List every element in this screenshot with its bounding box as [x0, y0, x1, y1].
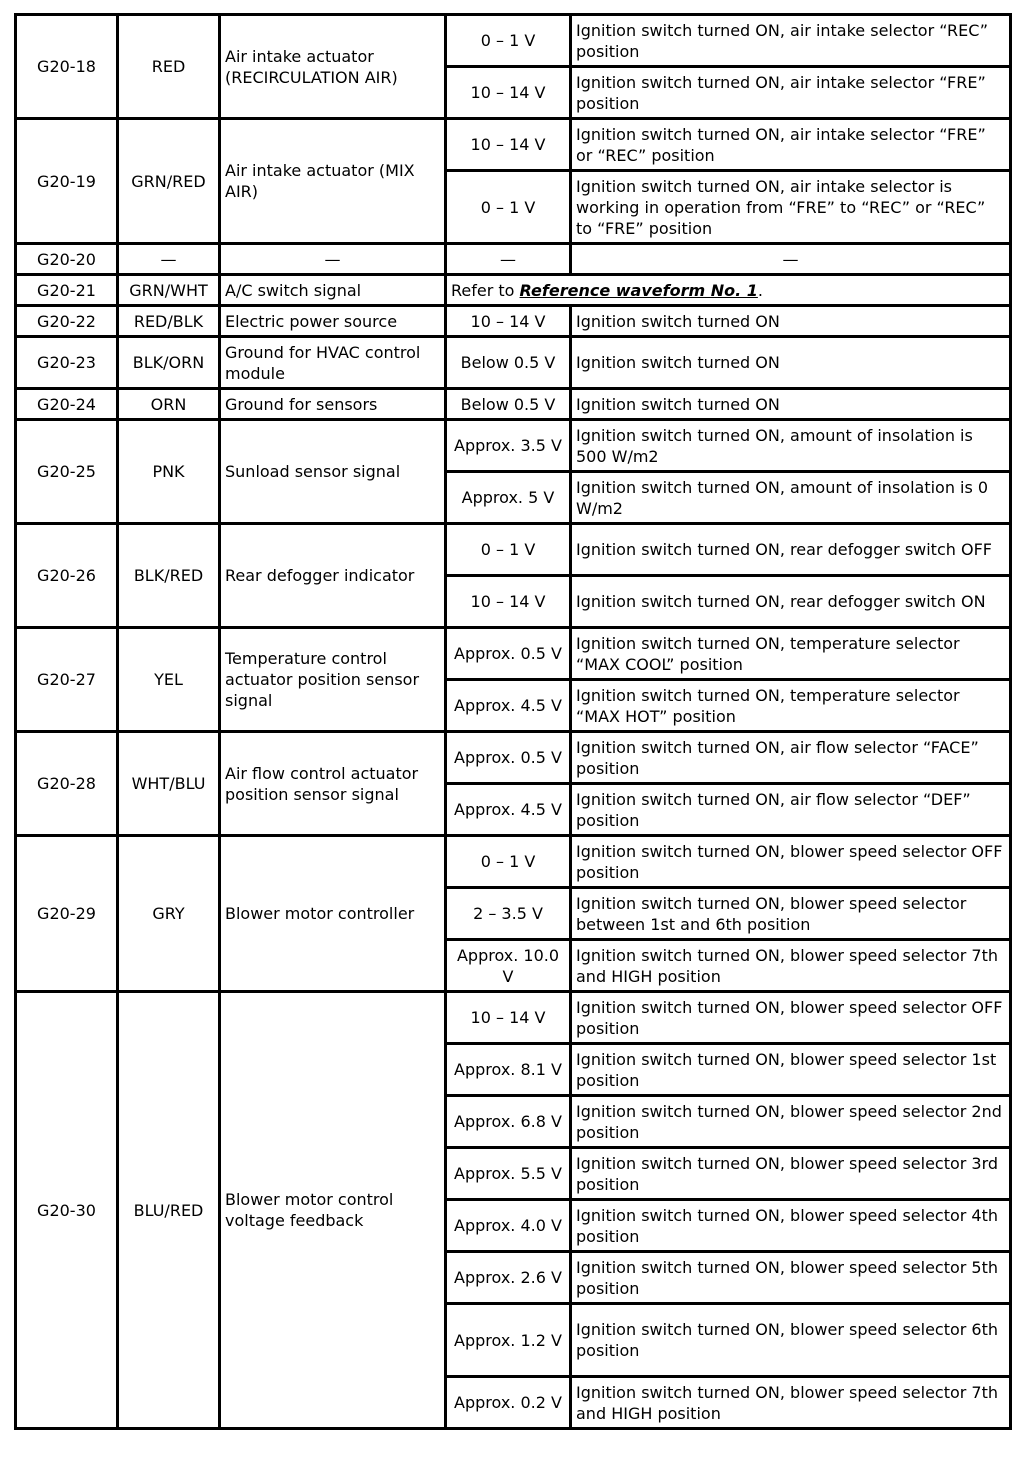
table-row-g20-25 — [16, 420, 1011, 472]
voltage-cell: 0 – 1 V — [446, 171, 571, 244]
description-cell: — — [220, 244, 446, 275]
condition-cell: Ignition switch turned ON, blower speed selector 4th position — [571, 1200, 1011, 1252]
table-row-g20-18 — [16, 15, 1011, 67]
voltage-cell: 0 – 1 V — [446, 836, 571, 888]
condition-cell: Ignition switch turned ON, temperature selector “MAX COOL” position — [571, 628, 1011, 680]
condition-cell: Ignition switch turned ON, rear defogger switch ON — [571, 576, 1011, 628]
terminal-cell: G20-23 — [16, 337, 118, 389]
voltage-cell: Approx. 10.0 V — [446, 940, 571, 992]
voltage-cell: 10 – 14 V — [446, 576, 571, 628]
condition-cell: Ignition switch turned ON, amount of insolation is 0 W/m2 — [571, 472, 1011, 524]
reference-cell — [446, 275, 1011, 306]
terminal-cell: G20-19 — [16, 119, 118, 244]
table-row-g20-29 — [16, 836, 1011, 888]
terminal-cell: G20-20 — [16, 244, 118, 275]
voltage-cell: 0 – 1 V — [446, 524, 571, 576]
table-row-g20-22 — [16, 306, 1011, 337]
condition-cell: Ignition switch turned ON, air flow selector “DEF” position — [571, 784, 1011, 836]
table-row-g20-24 — [16, 389, 1011, 420]
condition-cell: Ignition switch turned ON, blower speed selector OFF position — [571, 992, 1011, 1044]
condition-cell: Ignition switch turned ON, air intake selector is working in operation from “FRE” to “REC” or “REC” to “FRE” position — [571, 171, 1011, 244]
table-row-g20-27 — [16, 628, 1011, 680]
condition-cell: Ignition switch turned ON — [571, 337, 1011, 389]
description-cell: Air intake actuator (MIX AIR) — [220, 119, 446, 244]
condition-cell: Ignition switch turned ON, blower speed selector 7th and HIGH position — [571, 940, 1011, 992]
table-row-g20-23 — [16, 337, 1011, 389]
table-row-g20-20 — [16, 244, 1011, 275]
voltage-cell: 10 – 14 V — [446, 306, 571, 337]
condition-cell: Ignition switch turned ON, air intake selector “FRE” or “REC” position — [571, 119, 1011, 171]
voltage-cell: Approx. 1.2 V — [446, 1304, 571, 1377]
wire-color-cell: BLK/ORN — [118, 337, 220, 389]
condition-cell: Ignition switch turned ON, air intake selector “REC” position — [571, 15, 1011, 67]
description-cell: Electric power source — [220, 306, 446, 337]
voltage-cell: 0 – 1 V — [446, 15, 571, 67]
table-row-g20-19 — [16, 119, 1011, 171]
condition-cell: Ignition switch turned ON, blower speed selector 1st position — [571, 1044, 1011, 1096]
condition-cell: — — [571, 244, 1011, 275]
voltage-cell: Approx. 3.5 V — [446, 420, 571, 472]
terminal-cell: G20-25 — [16, 420, 118, 524]
wire-color-cell: PNK — [118, 420, 220, 524]
voltage-cell: Approx. 0.5 V — [446, 732, 571, 784]
wire-color-cell: RED/BLK — [118, 306, 220, 337]
voltage-cell: Approx. 4.5 V — [446, 680, 571, 732]
description-cell: Sunload sensor signal — [220, 420, 446, 524]
wire-color-cell: WHT/BLU — [118, 732, 220, 836]
table-row-g20-21 — [16, 275, 1011, 306]
description-cell: Blower motor control voltage feedback — [220, 992, 446, 1429]
description-cell: Rear defogger indicator — [220, 524, 446, 628]
voltage-cell: Approx. 0.2 V — [446, 1377, 571, 1429]
wire-color-cell: BLU/RED — [118, 992, 220, 1429]
terminal-cell: G20-21 — [16, 275, 118, 306]
terminal-voltage-table — [14, 13, 1012, 1430]
voltage-cell: 2 – 3.5 V — [446, 888, 571, 940]
description-cell: Air flow control actuator position sensor signal — [220, 732, 446, 836]
wire-color-cell: ORN — [118, 389, 220, 420]
voltage-cell: Approx. 6.8 V — [446, 1096, 571, 1148]
description-cell: Blower motor controller — [220, 836, 446, 992]
voltage-cell: Approx. 4.5 V — [446, 784, 571, 836]
voltage-cell: 10 – 14 V — [446, 67, 571, 119]
voltage-cell: Approx. 8.1 V — [446, 1044, 571, 1096]
wire-color-cell: RED — [118, 15, 220, 119]
voltage-cell: Approx. 2.6 V — [446, 1252, 571, 1304]
voltage-cell: 10 – 14 V — [446, 119, 571, 171]
condition-cell: Ignition switch turned ON — [571, 306, 1011, 337]
condition-cell: Ignition switch turned ON, rear defogger switch OFF — [571, 524, 1011, 576]
description-cell: Temperature control actuator position sensor signal — [220, 628, 446, 732]
reference-waveform-link[interactable]: Reference waveform No. 1 — [519, 280, 758, 300]
refer-suffix: . — [757, 280, 763, 300]
condition-cell: Ignition switch turned ON, amount of insolation is 500 W/m2 — [571, 420, 1011, 472]
table-row-g20-28 — [16, 732, 1011, 784]
wire-color-cell: — — [118, 244, 220, 275]
wire-color-cell: GRN/WHT — [118, 275, 220, 306]
terminal-cell: G20-27 — [16, 628, 118, 732]
voltage-cell: Below 0.5 V — [446, 337, 571, 389]
condition-cell: Ignition switch turned ON, blower speed selector between 1st and 6th position — [571, 888, 1011, 940]
condition-cell: Ignition switch turned ON, blower speed selector 6th position — [571, 1304, 1011, 1377]
table-row-g20-30 — [16, 992, 1011, 1044]
voltage-cell: Approx. 5.5 V — [446, 1148, 571, 1200]
condition-cell: Ignition switch turned ON, air intake selector “FRE” position — [571, 67, 1011, 119]
description-cell: Air intake actuator (RECIRCULATION AIR) — [220, 15, 446, 119]
voltage-cell: Below 0.5 V — [446, 389, 571, 420]
voltage-cell: Approx. 0.5 V — [446, 628, 571, 680]
voltage-cell: 10 – 14 V — [446, 992, 571, 1044]
terminal-cell: G20-30 — [16, 992, 118, 1429]
condition-cell: Ignition switch turned ON, air flow selector “FACE” position — [571, 732, 1011, 784]
voltage-cell: Approx. 5 V — [446, 472, 571, 524]
wire-color-cell: GRY — [118, 836, 220, 992]
description-cell: Ground for sensors — [220, 389, 446, 420]
terminal-cell: G20-29 — [16, 836, 118, 992]
terminal-cell: G20-26 — [16, 524, 118, 628]
condition-cell: Ignition switch turned ON, blower speed selector OFF position — [571, 836, 1011, 888]
document-page — [14, 13, 1009, 1430]
wire-color-cell: YEL — [118, 628, 220, 732]
voltage-cell: — — [446, 244, 571, 275]
voltage-cell: Approx. 4.0 V — [446, 1200, 571, 1252]
description-cell: Ground for HVAC control module — [220, 337, 446, 389]
condition-cell: Ignition switch turned ON, blower speed selector 5th position — [571, 1252, 1011, 1304]
condition-cell: Ignition switch turned ON, temperature selector “MAX HOT” position — [571, 680, 1011, 732]
condition-cell: Ignition switch turned ON, blower speed selector 2nd position — [571, 1096, 1011, 1148]
refer-prefix: Refer to — [451, 280, 520, 300]
terminal-cell: G20-28 — [16, 732, 118, 836]
condition-cell: Ignition switch turned ON, blower speed selector 7th and HIGH position — [571, 1377, 1011, 1429]
condition-cell: Ignition switch turned ON — [571, 389, 1011, 420]
table-row-g20-26 — [16, 524, 1011, 576]
terminal-cell: G20-18 — [16, 15, 118, 119]
wire-color-cell: GRN/RED — [118, 119, 220, 244]
terminal-cell: G20-24 — [16, 389, 118, 420]
condition-cell: Ignition switch turned ON, blower speed selector 3rd position — [571, 1148, 1011, 1200]
wire-color-cell: BLK/RED — [118, 524, 220, 628]
terminal-cell: G20-22 — [16, 306, 118, 337]
description-cell: A/C switch signal — [220, 275, 446, 306]
